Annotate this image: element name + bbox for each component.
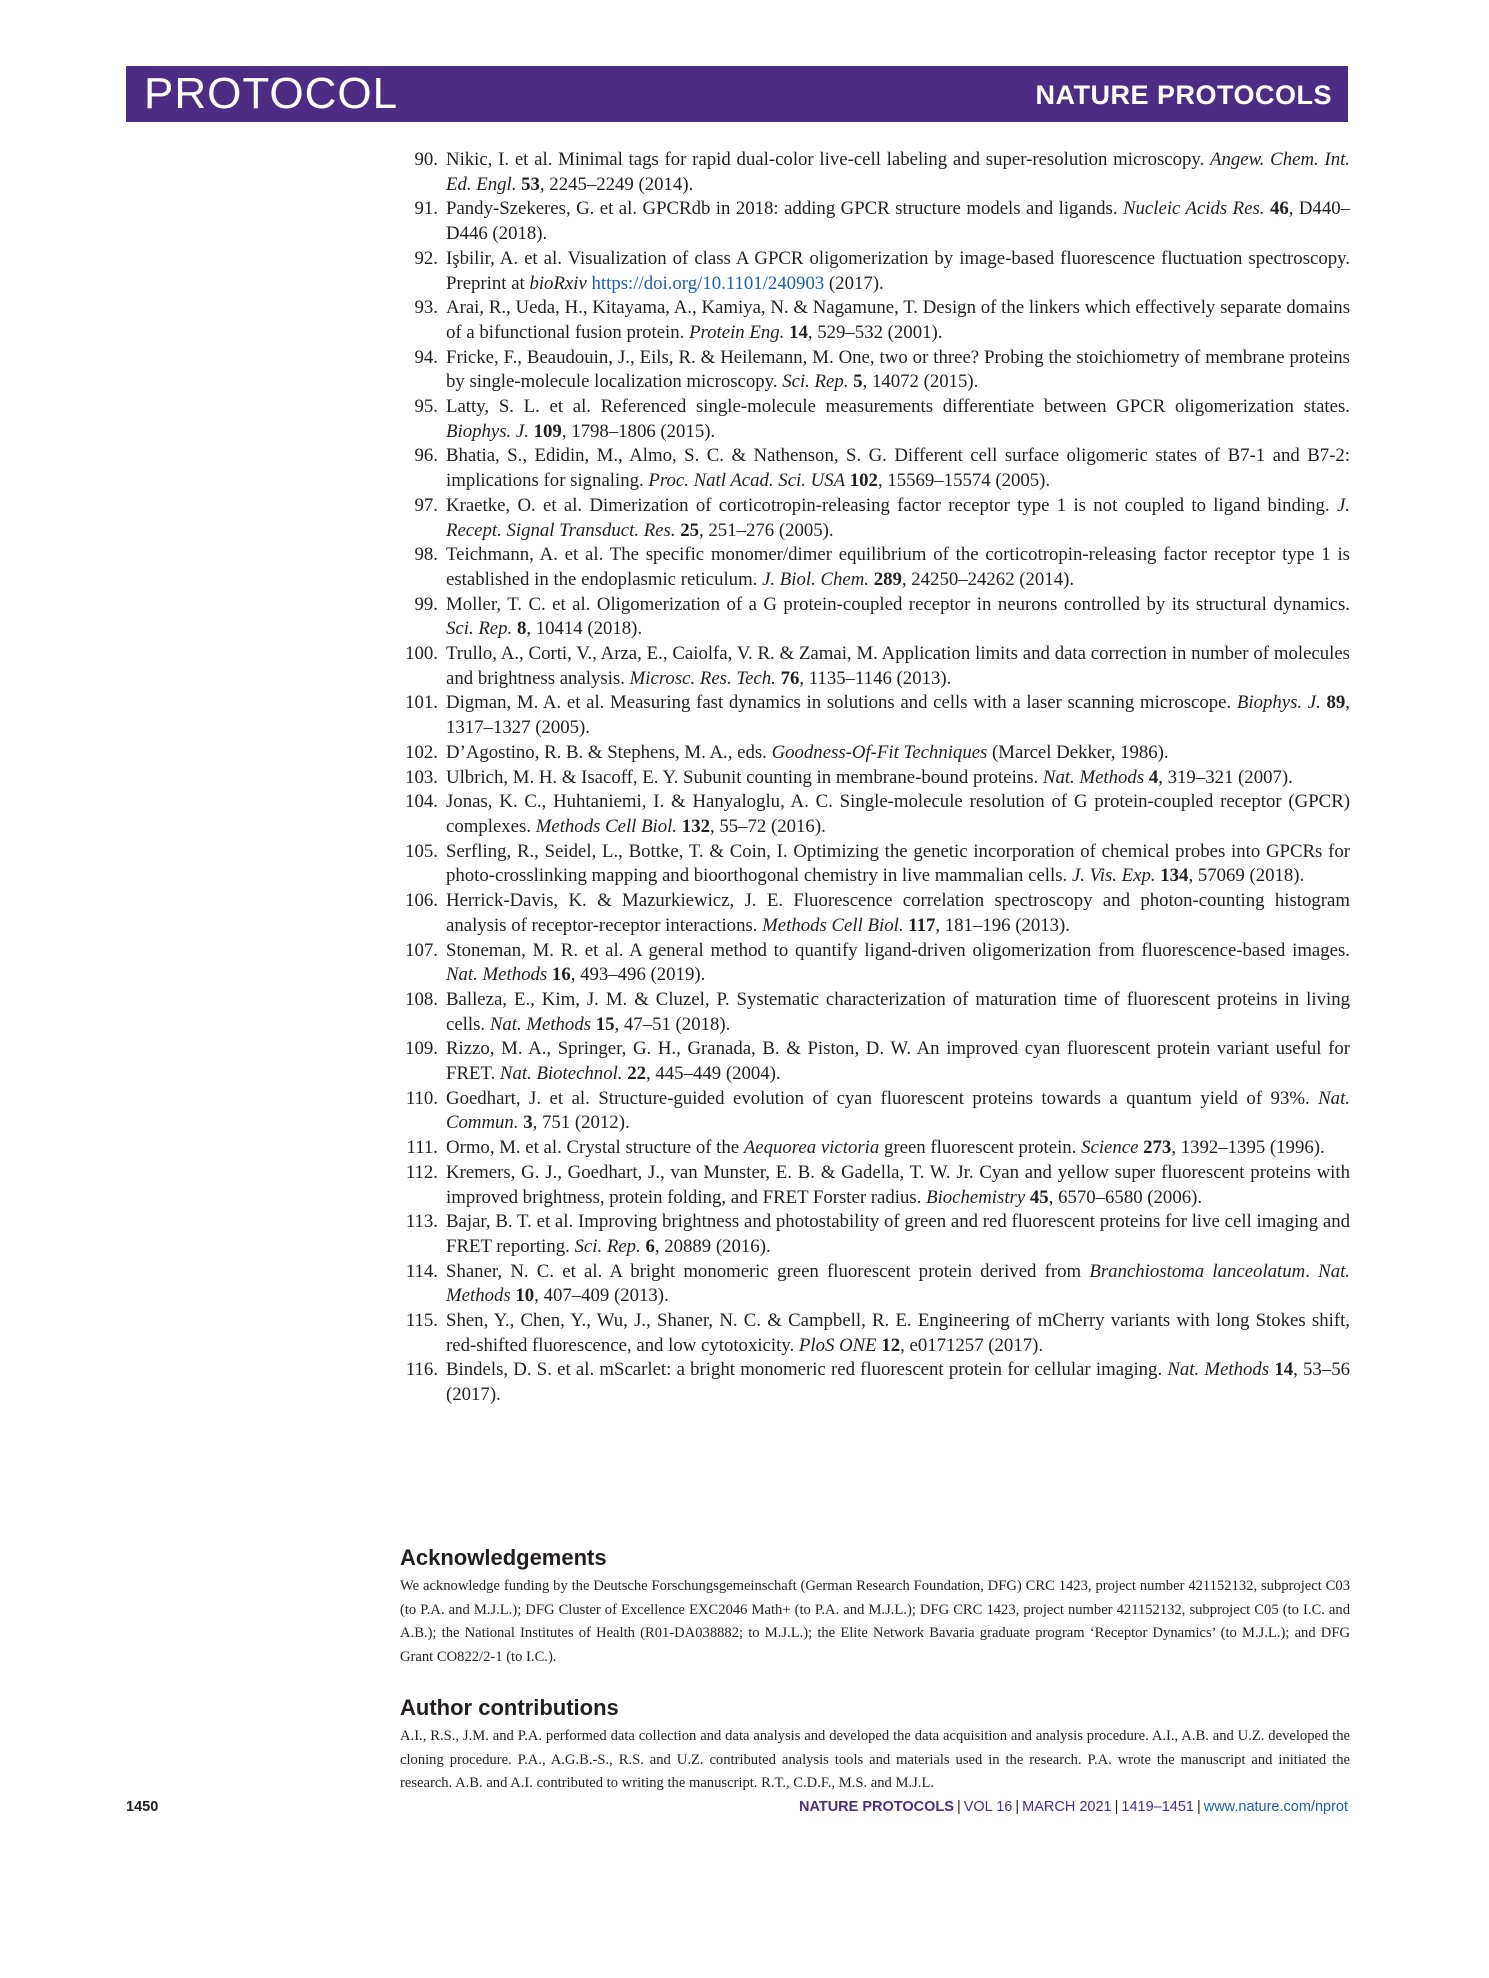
reference-number: 112. xyxy=(405,1161,438,1183)
reference-number: 97. xyxy=(414,494,438,516)
reference-text: Methods Cell Biol. xyxy=(762,914,904,936)
reference-text: , 47–51 (2018). xyxy=(614,1013,731,1035)
reference-text: green fluorescent protein. xyxy=(879,1137,1082,1159)
reference-text: , 1798–1806 (2015). xyxy=(561,420,716,442)
reference-text: Nat. Methods xyxy=(489,1013,592,1035)
doi-link[interactable]: https://doi.org/10.1101/240903 xyxy=(591,272,825,294)
reference-text: Nat. Commun. xyxy=(446,1087,1350,1134)
reference-text: (2017). xyxy=(824,272,884,294)
reference-text: , 493–496 (2019). xyxy=(570,964,706,986)
reference-item xyxy=(400,1260,1350,1309)
footer-citation: NATURE PROTOCOLS | VOL 16 | MARCH 2021 | 1419–1451 | www.nature.com/nprot xyxy=(798,1799,1348,1815)
reference-item xyxy=(400,790,1350,839)
footer-date: MARCH 2021 xyxy=(1022,1799,1112,1815)
reference-text: , 529–532 (2001). xyxy=(807,321,943,343)
acknowledgements-text: We acknowledge funding by the Deutsche Forschungsgemeinschaft (German Research Foundation, DFG) CRC 1423, project number 421152132, subproject C03 (to P.A. and M.J.L.); DFG Cluster of Excellence EXC2046 Math+ (to P.A. and M.J.L.); DFG CRC 1423, project number 421152132, subproject C05 (to I.C. and A.B.); the National Institutes of Health (R01-DA038882; to M.J.L.); the Elite Network Bavaria graduate program ‘Receptor Dynamics’ (to M.J.L.); and DFG Grant CO822/2-1 (to I.C.). xyxy=(400,1578,1350,1665)
reference-text: 53 xyxy=(521,173,540,195)
reference-text: 46 xyxy=(1269,198,1289,220)
reference-text: , 10414 (2018). xyxy=(526,618,643,640)
reference-text: 5 xyxy=(853,371,863,393)
reference-text: , 407–409 (2013). xyxy=(534,1285,669,1307)
reference-item xyxy=(400,1309,1350,1358)
reference-item xyxy=(400,988,1350,1037)
reference-text: , 55–72 (2016). xyxy=(709,815,826,837)
footer-url-link[interactable]: www.nature.com/nprot xyxy=(1203,1799,1348,1815)
reference-number: 92. xyxy=(414,247,438,269)
reference-number: 91. xyxy=(414,198,438,220)
reference-text: 273 xyxy=(1143,1137,1172,1159)
reference-text: Kraetke, O. et al. Dimerization of corticotropin-releasing factor receptor type 1 is not coupled to ligand binding. xyxy=(446,494,1337,516)
reference-text: Nikic, I. et al. Minimal tags for rapid dual-color live-cell labeling and super-resolution microscopy. xyxy=(446,149,1211,170)
reference-text: Bhatia, S., Edidin, M., Almo, S. C. & Nathenson, S. G. Different cell surface oligomeric states of B7-1 and B7-2: implications for signaling. xyxy=(446,445,1350,492)
reference-text: (Marcel Dekker, 1986). xyxy=(987,741,1169,763)
reference-text: . xyxy=(1305,1260,1319,1282)
reference-text: Microsc. Res. Tech. xyxy=(629,667,776,689)
reference-item xyxy=(400,939,1350,988)
reference-text: Kremers, G. J., Goedhart, J., van Munster, E. B. & Gadella, T. W. Jr. Cyan and yellow super fluorescent proteins with improved brightness, protein folding, and FRET Forster radius. xyxy=(446,1161,1350,1208)
reference-text: Nucleic Acids Res. xyxy=(1123,198,1265,220)
reference-text: Nat. Methods xyxy=(1042,766,1145,788)
reference-number: 103. xyxy=(405,766,438,788)
reference-item xyxy=(400,395,1350,444)
reference-text: PloS ONE xyxy=(798,1334,877,1356)
reference-text: Jonas, K. C., Huhtaniemi, I. & Hanyaloglu, A. C. Single-molecule resolution of G protein-coupled receptor (GPCR) complexes. xyxy=(446,791,1350,837)
reference-number: 105. xyxy=(405,840,438,862)
reference-text: Proc. Natl Acad. Sci. USA xyxy=(648,470,846,492)
reference-text: Herrick-Davis, K. & Mazurkiewicz, J. E. Fluorescence correlation spectroscopy and photon-counting histogram analysis of receptor-receptor interactions. xyxy=(446,890,1350,936)
reference-number: 99. xyxy=(414,593,438,615)
reference-text: Ormo, M. et al. Crystal structure of the xyxy=(446,1137,744,1159)
reference-text: Digman, M. A. et al. Measuring fast dynamics in solutions and cells with a laser scanning microscope. xyxy=(446,692,1237,714)
reference-text: 134 xyxy=(1160,865,1189,887)
reference-number: 90. xyxy=(414,149,438,170)
reference-text: Branchiostoma lanceolatum xyxy=(1089,1260,1306,1282)
reference-text: , 1392–1395 (1996). xyxy=(1171,1137,1325,1159)
reference-item xyxy=(400,444,1350,493)
reference-text: 4 xyxy=(1148,766,1159,788)
reference-text: Işbilir, A. et al. Visualization of class A GPCR oligomerization by image-based fluorescence fluctuation spectroscopy. Preprint at xyxy=(446,247,1350,294)
reference-text: , 181–196 (2013). xyxy=(935,914,1070,936)
reference-text: Moller, T. C. et al. Oligomerization of a G protein-coupled receptor in neurons controlled by its structural dynamics. xyxy=(446,593,1350,615)
reference-number: 102. xyxy=(405,741,438,763)
reference-text: Bindels, D. S. et al. mScarlet: a bright monomeric red fluorescent protein for cellular imaging. xyxy=(446,1359,1168,1381)
reference-text: 76 xyxy=(780,667,800,689)
reference-text: J. Vis. Exp. xyxy=(1071,865,1156,887)
reference-text: Fricke, F., Beaudouin, J., Eils, R. & Heilemann, M. One, two or three? Probing the stoichiometry of membrane proteins by single-molecule localization microscopy. xyxy=(446,346,1350,393)
author-contributions-text: A.I., R.S., J.M. and P.A. performed data collection and data analysis and developed the data acquisition and analysis procedure. A.I., A.B. and U.Z. developed the cloning procedure. P.A., A.G.B.-S., R.S. and U.Z. contributed analysis tools and materials used in the research. P.A. wrote the manuscript and initiated the research. A.B. and A.I. contributed to writing the manuscript. R.T., C.D.F., M.S. and M.J.L. xyxy=(400,1728,1350,1791)
reference-number: 110. xyxy=(405,1087,438,1109)
reference-text: 22 xyxy=(627,1063,646,1085)
reference-text: Goedhart, J. et al. Structure-guided evolution of cyan fluorescent proteins towards a quantum yield of 93%. xyxy=(446,1087,1319,1109)
reference-text: , 751 (2012). xyxy=(532,1112,630,1134)
reference-item xyxy=(400,148,1350,197)
reference-text: Methods Cell Biol. xyxy=(535,815,678,837)
reference-item xyxy=(400,691,1350,740)
reference-text: , 24250–24262 (2014). xyxy=(901,568,1075,590)
reference-number: 98. xyxy=(414,544,438,566)
reference-number: 100. xyxy=(405,643,438,665)
reference-list xyxy=(400,148,1350,1408)
reference-number: 95. xyxy=(414,396,438,418)
reference-text: 15 xyxy=(595,1013,615,1035)
reference-number: 113. xyxy=(405,1211,438,1233)
reference-text: 289 xyxy=(873,568,902,590)
reference-text: 45 xyxy=(1029,1186,1049,1208)
reference-text: Bajar, B. T. et al. Improving brightness and photostability of green and red fluorescent proteins for live cell imaging and FRET reporting. xyxy=(446,1211,1350,1257)
reference-text: Nat. Biotechnol. xyxy=(499,1063,623,1085)
reference-text: Nat. Methods xyxy=(446,1260,1351,1307)
reference-text: J. Biol. Chem. xyxy=(762,568,870,590)
reference-item xyxy=(400,543,1350,592)
reference-text: , 1317–1327 (2005). xyxy=(446,692,1350,739)
reference-text: 117 xyxy=(908,914,936,936)
reference-number: 106. xyxy=(405,890,438,912)
reference-text: , 2245–2249 (2014). xyxy=(539,173,694,195)
reference-text: Sci. Rep. xyxy=(782,371,849,393)
acknowledgements-section xyxy=(400,1544,1350,1669)
reference-text: Goodness-Of-Fit Techniques xyxy=(771,741,988,763)
reference-text: , 14072 (2015). xyxy=(862,371,979,393)
reference-text: , 1135–1146 (2013). xyxy=(799,667,952,689)
reference-text: Sci. Rep. xyxy=(574,1235,641,1257)
reference-text: 3 xyxy=(523,1112,533,1134)
reference-item xyxy=(400,1210,1350,1259)
footer-volume: VOL 16 xyxy=(963,1799,1013,1815)
reference-text: Shen, Y., Chen, Y., Wu, J., Shaner, N. C. & Campbell, R. E. Engineering of mCherry variants with long Stokes shift, red-shifted fluorescence, and low cytotoxicity. xyxy=(446,1310,1350,1356)
reference-text: 14 xyxy=(789,321,808,343)
reference-item xyxy=(400,840,1350,889)
reference-text: Nat. Methods xyxy=(1167,1359,1270,1381)
reference-text: 10 xyxy=(515,1285,535,1307)
reference-text: Angew. Chem. Int. Ed. Engl. xyxy=(446,149,1350,195)
reference-item xyxy=(400,1136,1350,1161)
reference-text: Pandy-Szekeres, G. et al. GPCRdb in 2018: adding GPCR structure models and ligands. xyxy=(446,198,1124,220)
reference-text: 132 xyxy=(681,815,710,837)
reference-item xyxy=(400,1358,1350,1407)
reference-item xyxy=(400,741,1350,766)
reference-text: J. Recept. Signal Transduct. Res. xyxy=(446,494,1350,541)
reference-number: 109. xyxy=(405,1038,438,1060)
reference-number: 104. xyxy=(405,791,438,813)
author-contributions-heading: Author contributions xyxy=(400,1695,619,1720)
reference-number: 114. xyxy=(405,1260,438,1282)
reference-item xyxy=(400,197,1350,246)
page-footer xyxy=(126,1799,1348,1821)
reference-text: Nat. Methods xyxy=(446,964,548,986)
reference-text: 16 xyxy=(551,964,571,986)
reference-text: Arai, R., Ueda, H., Kitayama, A., Kamiya, N. & Nagamune, T. Design of the linkers which effectively separate domains of a bifunctional fusion protein. xyxy=(446,297,1350,343)
author-contributions-section xyxy=(400,1694,1350,1796)
reference-text: Trullo, A., Corti, V., Arza, E., Caiolfa, V. R. & Zamai, M. Application limits and data correction in number of molecules and brightness analysis. xyxy=(446,643,1350,689)
acknowledgements-heading: Acknowledgements xyxy=(400,1545,607,1570)
reference-text: , 53–56 (2017). xyxy=(446,1359,1350,1406)
reference-item xyxy=(400,346,1350,395)
reference-text: Biophys. J. xyxy=(1236,692,1321,714)
reference-text: , 20889 (2016). xyxy=(654,1235,771,1257)
reference-text: , 6570–6580 (2006). xyxy=(1048,1186,1203,1208)
reference-text: , D440–D446 (2018). xyxy=(446,198,1350,245)
reference-number: 108. xyxy=(405,988,438,1010)
reference-number: 96. xyxy=(414,445,438,467)
reference-item xyxy=(400,247,1350,296)
reference-item xyxy=(400,889,1350,938)
reference-text: 8 xyxy=(516,618,527,640)
reference-text: Ulbrich, M. H. & Isacoff, E. Y. Subunit counting in membrane-bound proteins. xyxy=(446,766,1043,788)
reference-number: 101. xyxy=(405,692,438,714)
reference-text: Aequorea victoria xyxy=(743,1137,880,1159)
reference-text: Teichmann, A. et al. The specific monomer/dimer equilibrium of the corticotropin-releasing factor receptor type 1 is established in the endoplasmic reticulum. xyxy=(446,544,1350,590)
reference-text: , 57069 (2018). xyxy=(1188,865,1305,887)
reference-text: Stoneman, M. R. et al. A general method to quantify ligand-driven oligomerization from fluorescence-based images. xyxy=(446,939,1350,961)
reference-text: Science xyxy=(1081,1137,1139,1159)
reference-text: Shaner, N. C. et al. A bright monomeric green fluorescent protein derived from xyxy=(446,1260,1090,1282)
reference-text: 25 xyxy=(680,519,700,541)
reference-text: 12 xyxy=(881,1334,901,1356)
reference-text: , e0171257 (2017). xyxy=(900,1334,1044,1356)
reference-text: , 15569–15574 (2005). xyxy=(877,470,1051,492)
reference-number: 94. xyxy=(414,346,438,368)
reference-text: 89 xyxy=(1326,692,1346,714)
reference-text: 102 xyxy=(849,470,878,492)
reference-text: , 445–449 (2004). xyxy=(646,1063,781,1085)
reference-text: D’Agostino, R. B. & Stephens, M. A., eds. xyxy=(446,741,772,763)
reference-item xyxy=(400,1087,1350,1136)
reference-number: 116. xyxy=(405,1359,438,1381)
reference-text: Balleza, E., Kim, J. M. & Cluzel, P. Systematic characterization of maturation time of fluorescent proteins in living cells. xyxy=(446,988,1350,1035)
reference-item xyxy=(400,494,1350,543)
journal-name: NATURE PROTOCOLS xyxy=(1035,80,1332,110)
reference-item xyxy=(400,593,1350,642)
reference-text: Protein Eng. xyxy=(689,321,785,343)
reference-item xyxy=(400,296,1350,345)
reference-number: 93. xyxy=(414,297,438,319)
page-number: 1450 xyxy=(126,1799,159,1815)
section-label: PROTOCOL xyxy=(144,69,399,118)
reference-text: Serfling, R., Seidel, L., Bottke, T. & Coin, I. Optimizing the genetic incorporation of chemical probes into GPCRs for photo-crosslinking mapping and bioorthogonal chemistry in live mammalian cells. xyxy=(446,840,1350,887)
reference-item xyxy=(400,1037,1350,1086)
reference-text: Sci. Rep. xyxy=(446,618,513,640)
reference-item xyxy=(400,642,1350,691)
footer-journal: NATURE PROTOCOLS xyxy=(798,1799,954,1815)
reference-item xyxy=(400,1161,1350,1210)
reference-text: Rizzo, M. A., Springer, G. H., Granada, B. & Piston, D. W. An improved cyan fluorescent protein variant useful for FRET. xyxy=(446,1038,1350,1085)
footer-pages: 1419–1451 xyxy=(1121,1799,1194,1815)
reference-text: , 251–276 (2005). xyxy=(699,519,834,541)
reference-text: Biochemistry xyxy=(926,1186,1026,1208)
reference-text: Biophys. J. xyxy=(446,420,529,442)
header-banner xyxy=(126,66,1348,122)
reference-text: Latty, S. L. et al. Referenced single-molecule measurements differentiate between GPCR oligomerization states. xyxy=(446,396,1350,418)
reference-number: 111. xyxy=(406,1137,438,1159)
reference-number: 107. xyxy=(405,939,438,961)
reference-text: 6 xyxy=(645,1235,655,1257)
reference-text: 14 xyxy=(1274,1359,1294,1381)
reference-item xyxy=(400,766,1350,791)
reference-text: , 319–321 (2007). xyxy=(1158,766,1293,788)
reference-text: 109 xyxy=(533,420,562,442)
reference-number: 115. xyxy=(405,1310,438,1332)
reference-text: bioRxiv xyxy=(529,272,587,294)
